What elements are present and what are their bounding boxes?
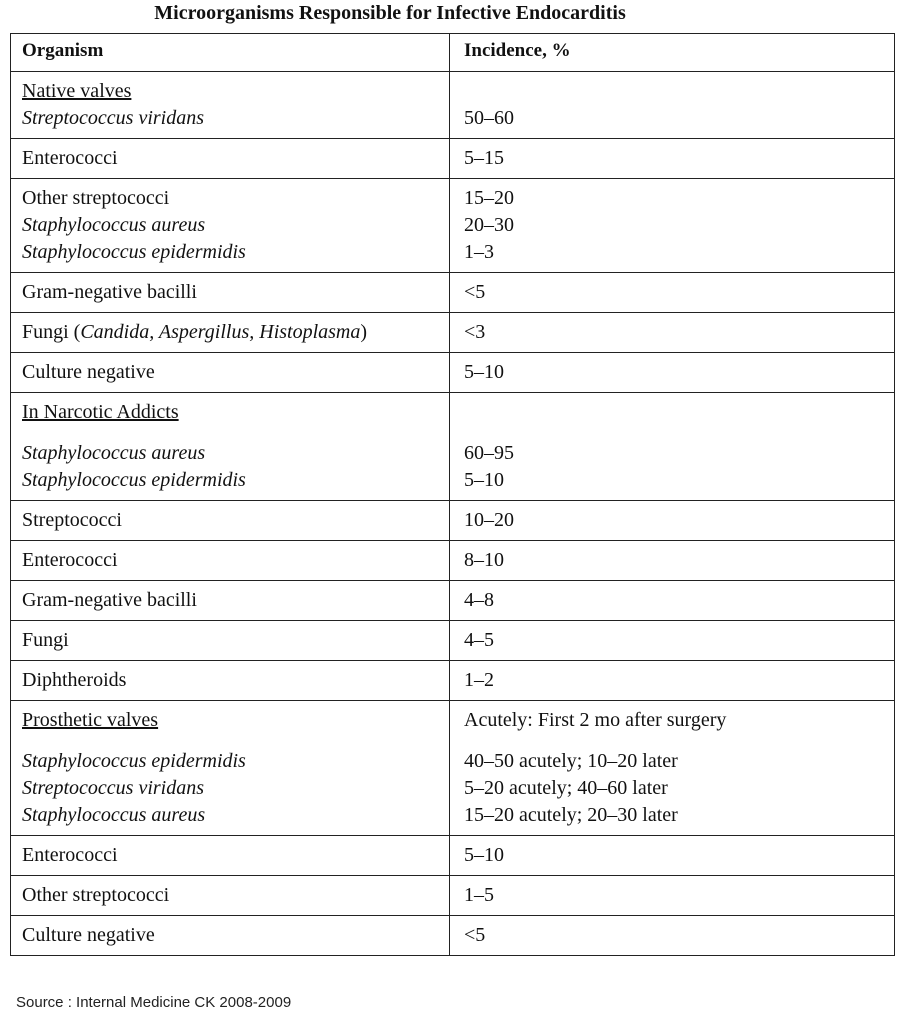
organism-cell — [11, 313, 450, 353]
incidence-cell: <5 — [450, 916, 895, 956]
incidence-cell: <3 — [450, 313, 895, 353]
organism-cell: Enterococci — [11, 541, 450, 581]
incidence-cell: 5–15 — [450, 139, 895, 179]
incidence-value: 60–95 — [464, 442, 514, 464]
organism-name: Streptococcus viridans — [22, 107, 205, 129]
incidence-cell: 4–8 — [450, 581, 895, 621]
table-title: Microorganisms Responsible for Infective Endocarditis — [154, 2, 626, 24]
organism-cell: Culture negative — [11, 916, 450, 956]
table-row — [11, 661, 895, 701]
incidence-value: 5–20 acutely; 40–60 later — [464, 777, 668, 799]
incidence-value: 50–60 — [464, 107, 514, 129]
incidence-value: 15–20 acutely; 20–30 later — [464, 804, 678, 826]
incidence-cell — [450, 393, 895, 501]
fungi-species: Candida, Aspergillus, Histoplasma — [80, 321, 361, 343]
organism-name: Staphylococcus aureus — [22, 804, 206, 826]
organism-name: Staphylococcus epidermidis — [22, 750, 246, 772]
table-row — [11, 313, 895, 353]
table-row — [11, 139, 895, 179]
organism-name: Other streptococci — [22, 187, 170, 209]
table-row — [11, 836, 895, 876]
organism-cell: Culture negative — [11, 353, 450, 393]
incidence-cell: 10–20 — [450, 501, 895, 541]
endocarditis-table — [10, 33, 895, 956]
incidence-header: Incidence, % — [450, 34, 895, 72]
incidence-cell: 8–10 — [450, 541, 895, 581]
incidence-value: 20–30 — [464, 214, 514, 236]
table-row — [11, 876, 895, 916]
organism-cell — [11, 72, 450, 139]
organism-name: Staphylococcus epidermidis — [22, 241, 246, 263]
organism-cell: Fungi — [11, 621, 450, 661]
organism-cell — [11, 701, 450, 836]
incidence-value: 5–10 — [464, 469, 504, 491]
organism-header: Organism — [11, 34, 450, 72]
incidence-cell: 1–5 — [450, 876, 895, 916]
table-row — [11, 581, 895, 621]
table-row — [11, 353, 895, 393]
organism-name: Staphylococcus epidermidis — [22, 469, 246, 491]
incidence-value: 15–20 — [464, 187, 514, 209]
organism-name: Streptococcus viridans — [22, 777, 205, 799]
incidence-cell: 1–2 — [450, 661, 895, 701]
table-row — [11, 621, 895, 661]
organism-cell: Diphtheroids — [11, 661, 450, 701]
fungi-suffix: ) — [360, 321, 368, 343]
table-row — [11, 273, 895, 313]
organism-cell — [11, 393, 450, 501]
incidence-cell: <5 — [450, 273, 895, 313]
section-label-addicts: In Narcotic Addicts — [22, 401, 179, 423]
incidence-cell: 5–10 — [450, 353, 895, 393]
table-row — [11, 72, 895, 139]
section-label-native: Native valves — [22, 80, 132, 102]
organism-cell: Streptococci — [11, 501, 450, 541]
incidence-value: 40–50 acutely; 10–20 later — [464, 750, 678, 772]
organism-cell: Enterococci — [11, 836, 450, 876]
incidence-cell — [450, 701, 895, 836]
organism-cell: Gram-negative bacilli — [11, 273, 450, 313]
incidence-cell — [450, 72, 895, 139]
table-row — [11, 541, 895, 581]
incidence-cell: 5–10 — [450, 836, 895, 876]
header-row — [11, 34, 895, 72]
fungi-prefix: Fungi ( — [22, 321, 81, 343]
table-row — [11, 701, 895, 836]
incidence-cell: 4–5 — [450, 621, 895, 661]
organism-cell: Enterococci — [11, 139, 450, 179]
section-label-prosthetic: Prosthetic valves — [22, 709, 159, 731]
table-row — [11, 179, 895, 273]
organism-name: Staphylococcus aureus — [22, 442, 206, 464]
organism-cell: Other streptococci — [11, 876, 450, 916]
section-note: Acutely: First 2 mo after surgery — [464, 709, 727, 731]
table-row — [11, 916, 895, 956]
table-row — [11, 501, 895, 541]
organism-cell: Gram-negative bacilli — [11, 581, 450, 621]
incidence-cell — [450, 179, 895, 273]
organism-name: Staphylococcus aureus — [22, 214, 206, 236]
organism-cell — [11, 179, 450, 273]
table-row — [11, 393, 895, 501]
incidence-value: 1–3 — [464, 241, 494, 263]
source-citation: Source : Internal Medicine CK 2008-2009 — [16, 994, 292, 1011]
